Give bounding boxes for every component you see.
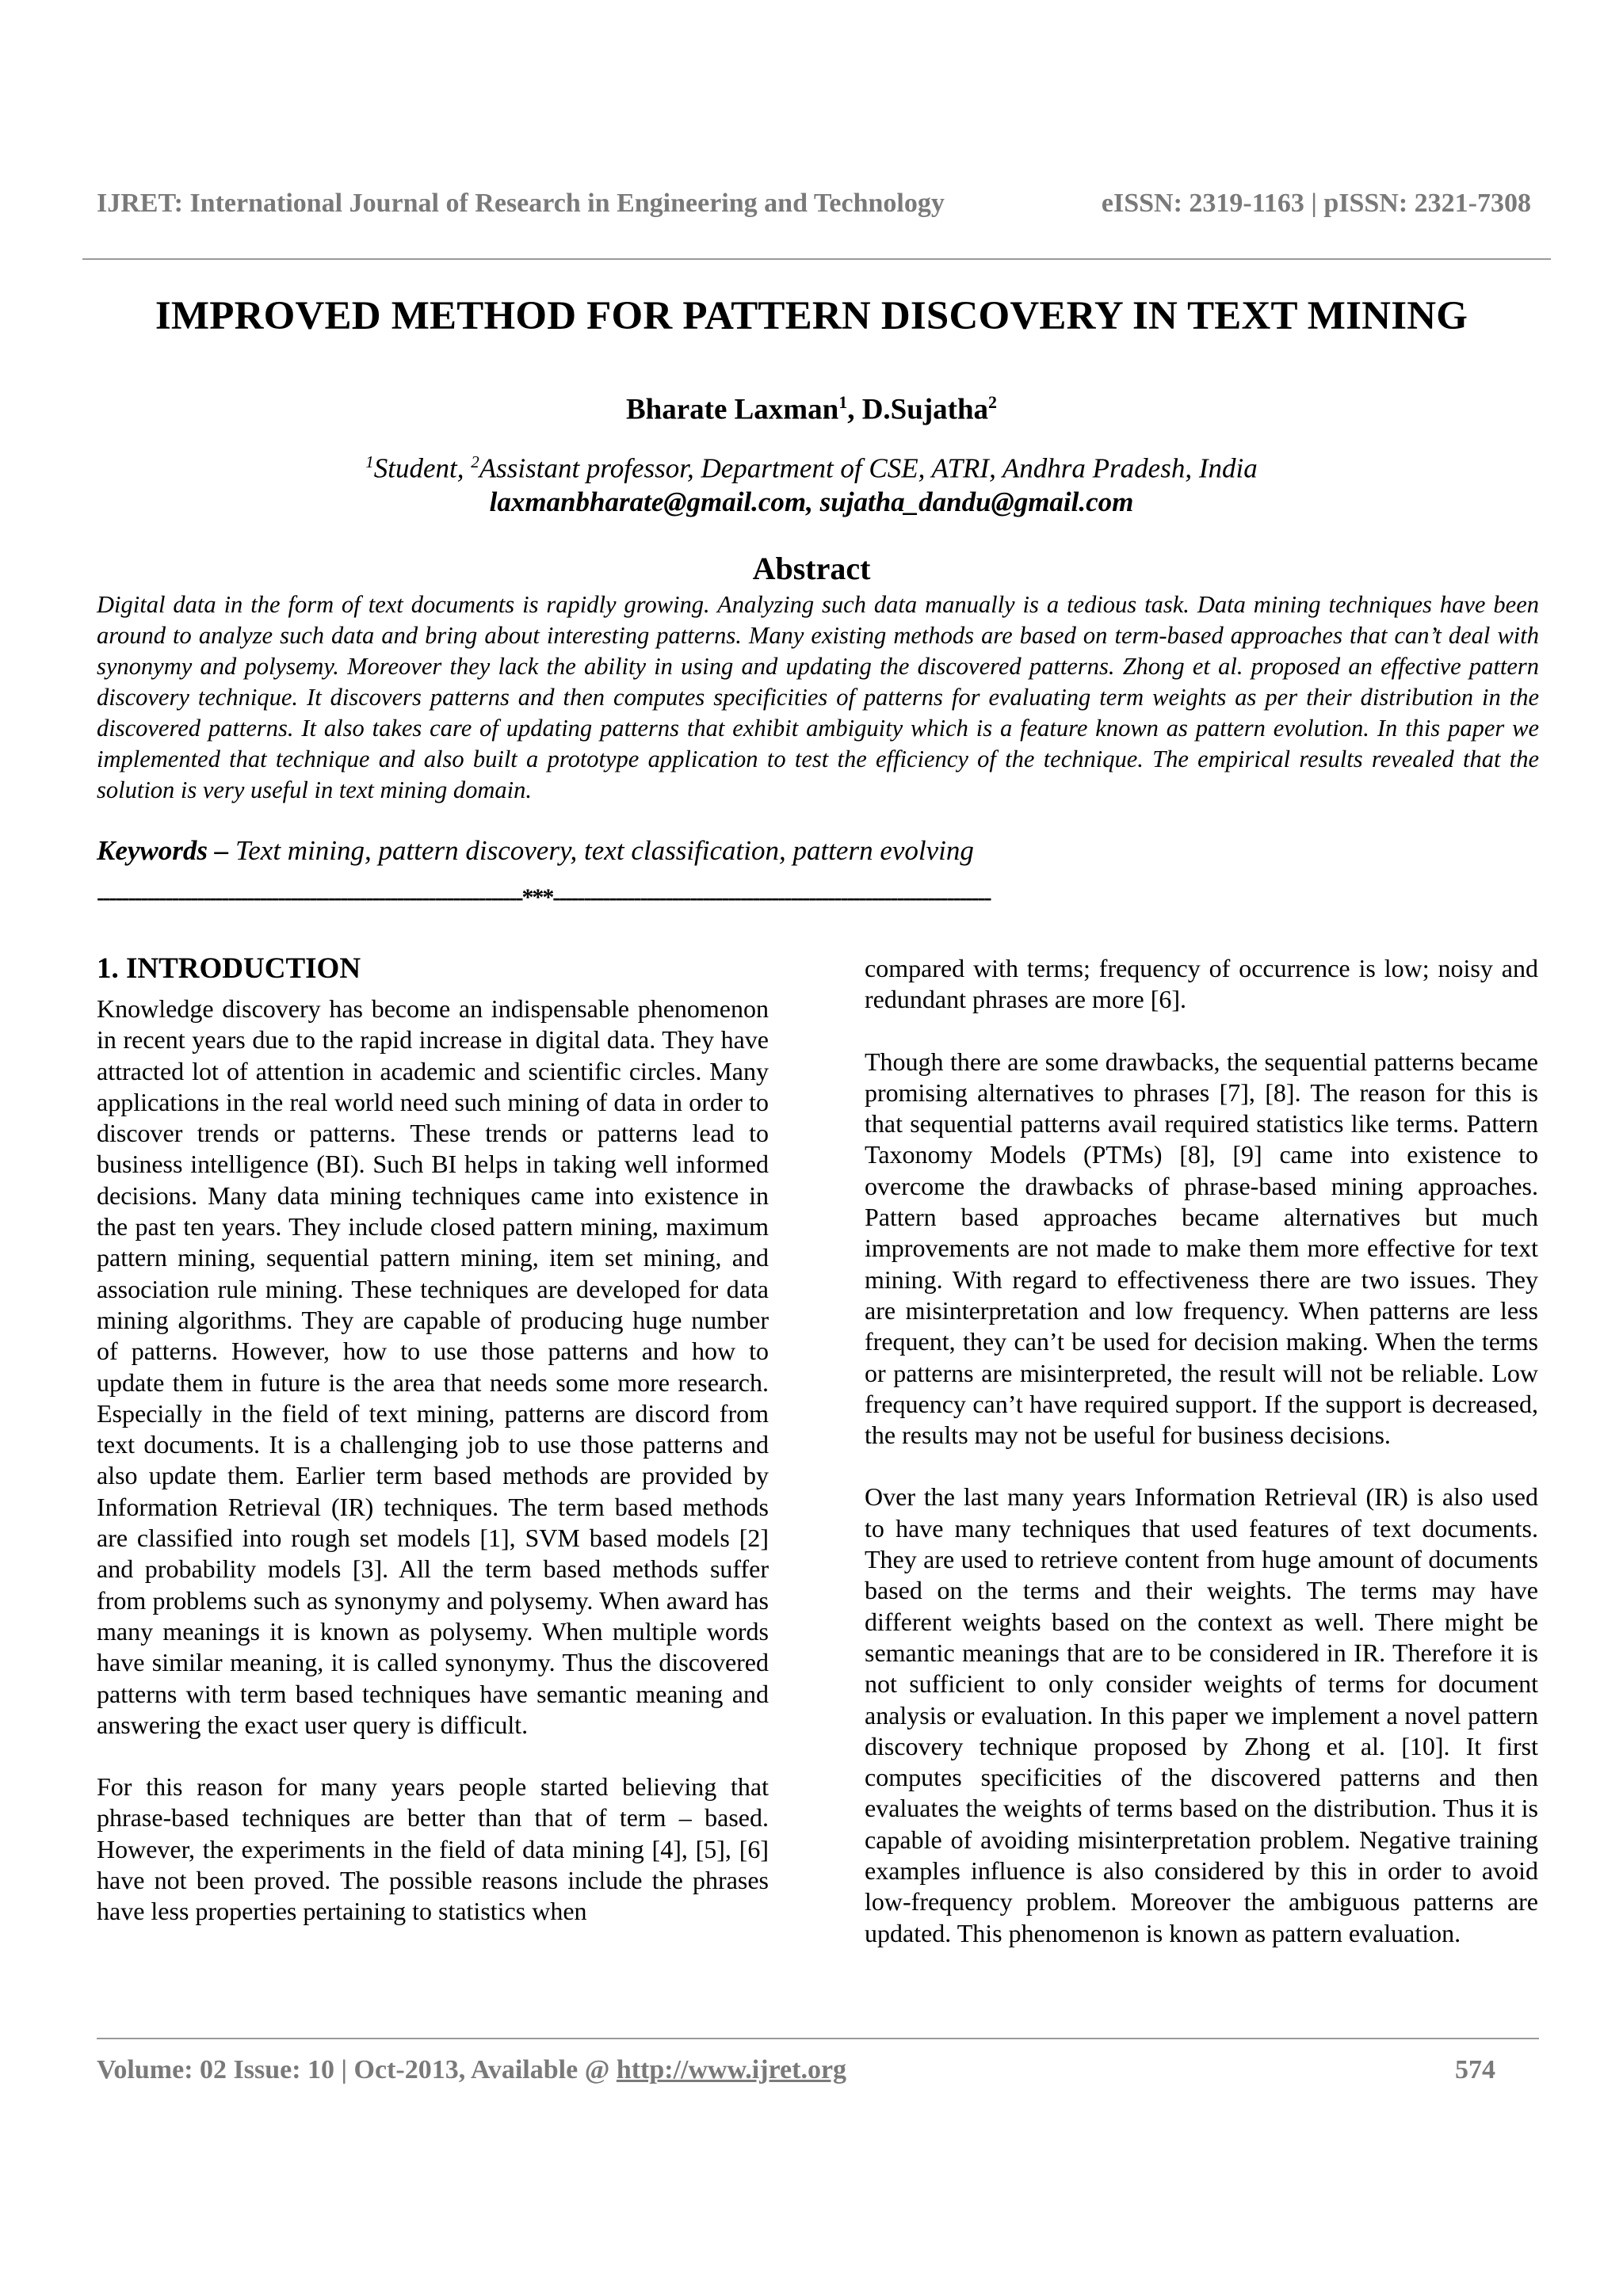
paper-title: IMPROVED METHOD FOR PATTERN DISCOVERY IN TEXT MINING [155,294,1468,338]
author-line [0,392,1623,426]
header-rule [82,258,1551,260]
keywords-text: Text mining, pattern discovery, text classification, pattern evolving [228,835,974,866]
left-column [97,994,769,1928]
journal-name: IJRET: International Journal of Research in Engineering and Technology [97,189,945,218]
affiliation-mark: 2 [471,452,479,471]
affiliation-mark: 1 [365,452,374,471]
right-column [865,953,1538,1949]
paragraph: Knowledge discovery has become an indispensable phenomenon in recent years due to the rapid increase in digital data. They have attracted lot of attention in academic and scientific circles. Many applications in the real world need such mining of data in order to discover trends or patterns. These trends or patterns lead to business intelligence (BI). Such BI helps in taking well informed decisions. Many data mining techniques came into existence in the past ten years. They include closed pattern mining, maximum pattern mining, sequential pattern mining, item set mining, and association rule mining. These techniques are developed for data mining algorithms. They are capable of producing huge number of patterns. However, how to use those patterns and how to update them in future is the area that needs some more research. Especially in the field of text mining, patterns are discord from text documents. It is a challenging job to use those patterns and also update them. Earlier term based methods are provided by Information Retrieval (IR) techniques. The term based methods are classified into rough set models [1], SVM based models [2] and probability models [3]. All the term based methods suffer from problems such as synonymy and polysemy. When award has many meanings it is known as polysemy. When multiple words have similar meaning, it is called synonymy. Thus the discovered patterns with term based techniques have semantic meaning and answering the exact user query is difficult. [97,994,769,1739]
abstract-heading: Abstract [752,551,871,586]
author-name: Bharate Laxman [625,393,839,426]
abstract-text: Digital data in the form of text documents is rapidly growing. Analyzing such data manually is a tedious task. Data mining techniques have been around to analyze such data and bring about interesting patterns. Many existing methods are based on term-based approaches that can’t deal with synonymy and polysemy. Moreover they lack the ability in using and updating the discovered patterns. Zhong et al. proposed an effective pattern discovery technique. It discovers patterns and then computes specificities of patterns for evaluating term weights as per their distribution in the discovered patterns. It also takes care of updating patterns that exhibit ambiguity which is a feature known as pattern evolution. In this paper we implemented that technique and also built a prototype application to test the efficiency of the technique. The empirical results revealed that the solution is very useful in text mining domain. [97,591,1539,803]
email: laxmanbharate@gmail.com [489,486,807,517]
section-separator: --------------------------------------------------------------------***---------------------------------------------------------------------- [97,884,991,910]
page-number: 574 [1455,2055,1495,2084]
author-name: D.Sujatha [861,393,989,426]
affiliation-text: Student, [373,452,472,484]
keywords-label: Keywords – [97,835,229,866]
footer [97,2055,1495,2085]
author-affiliation-mark: 2 [988,392,998,412]
author-separator: , [847,393,862,426]
affiliation [0,452,1623,485]
running-header [97,189,1531,219]
email: sujatha_dandu@gmail.com [819,486,1134,517]
keywords [97,835,1539,867]
author-emails [0,486,1623,518]
section-heading: 1. INTRODUCTION [97,952,361,985]
footer-rule [97,2038,1539,2039]
paragraph: For this reason for many years people started believing that phrase-based techniques are better than that of term – based. However, the experiments in the field of data mining [4], [5], [6] have not been proved. The possible reasons include the phrases have less properties pertaining to statistics when [97,1772,769,1926]
paragraph: Over the last many years Information Retrieval (IR) is also used to have many techniques that used features of text documents. They are used to retrieve content from huge amount of documents based on the terms and their weights. The terms may have different weights based on the context as well. There might be semantic meanings that are to be considered in IR. Therefore it is not sufficient to only consider weights of terms for document analysis or evaluation. In this paper we implement a novel pattern discovery technique proposed by Zhong et al. [10]. It first computes specificities of the discovered patterns and then evaluates the weights of terms based on the distribution. Thus it is capable of avoiding misinterpretation problem. Negative training examples influence is also considered by this in order to avoid low-frequency problem. Moreover the ambiguous patterns are updated. This phenomenon is known as pattern evaluation. [865,1482,1538,1947]
email-separator: , [806,486,820,517]
footer-volume: Volume: 02 Issue: 10 | Oct-2013, Available @ [97,2055,617,2084]
author-affiliation-mark: 1 [838,392,848,412]
issn: eISSN: 2319-1163 | pISSN: 2321-7308 [1101,189,1531,218]
affiliation-text: Assistant professor, Department of CSE, ATRI, Andhra Pradesh, India [479,452,1258,484]
paragraph: compared with terms; frequency of occurrence is low; noisy and redundant phrases are more [6]. [865,954,1538,1014]
paragraph: Though there are some drawbacks, the sequential patterns became promising alternatives to phrases [7], [8]. The reason for this is that sequential patterns avail required statistics like terms. Pattern Taxonomy Models (PTMs) [8], [9] came into existence to overcome the drawbacks of phrase-based mining approaches. Pattern based approaches became alternatives but much improvements are not made to make them more effective for text mining. With regard to effectiveness there are two issues. They are misinterpretation and low frequency. When patterns are less frequent, they can’t be used for decision making. When the terms or patterns are misinterpreted, the result will not be reliable. Low frequency can’t have required support. If the support is decreased, the results may not be useful for business decisions. [865,1047,1538,1450]
journal-link[interactable]: http://www.ijret.org [616,2055,847,2084]
